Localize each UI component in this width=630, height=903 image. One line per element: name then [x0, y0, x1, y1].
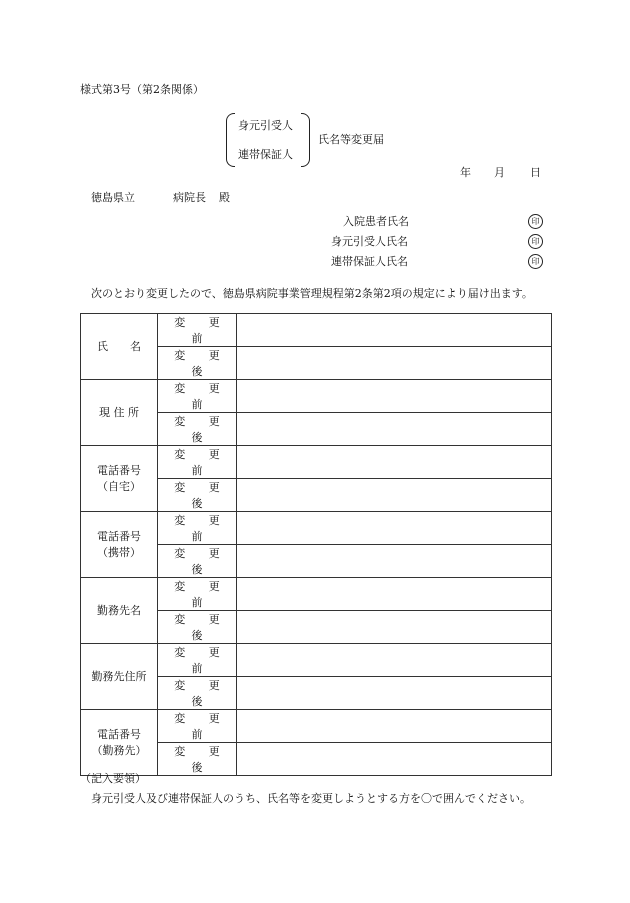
notes-body: 身元引受人及び連帯保証人のうち、氏名等を変更しようとする方を〇で囲んでください。	[91, 792, 531, 805]
addressee-prefix: 徳島県立	[91, 191, 135, 204]
joint-guarantor-name-label: 連帯保証人氏名	[331, 255, 408, 268]
table-row	[81, 512, 552, 545]
before-label: 変 更 前	[158, 446, 237, 479]
addressee-title: 病院長	[173, 191, 206, 204]
form-number: 様式第3号（第2条関係）	[80, 83, 204, 96]
item-label: 電話番号	[97, 727, 141, 741]
item-label: 電話番号	[97, 529, 141, 543]
phone-home-after-field[interactable]	[237, 479, 552, 512]
item-name	[81, 314, 158, 380]
employer-after-field[interactable]	[237, 611, 552, 644]
table-row	[81, 578, 552, 611]
name-after-field[interactable]	[237, 347, 552, 380]
item-label: 氏 名	[97, 339, 141, 353]
phone-home-before-field[interactable]	[237, 446, 552, 479]
after-label: 変 更 後	[158, 413, 237, 446]
phone-work-before-field[interactable]	[237, 710, 552, 743]
employer-address-after-field[interactable]	[237, 677, 552, 710]
before-label: 変 更 前	[158, 710, 237, 743]
item-phone-home	[81, 446, 158, 512]
item-employer	[81, 578, 158, 644]
after-label: 変 更 後	[158, 545, 237, 578]
item-phone-work	[81, 710, 158, 776]
item-label: 勤務先名	[97, 603, 141, 617]
after-label: 変 更 後	[158, 611, 237, 644]
addressee-honorific: 殿	[219, 191, 230, 204]
item-phone-mobile	[81, 512, 158, 578]
item-sublabel: （勤務先）	[91, 743, 147, 757]
statement-text: 次のとおり変更したので、徳島県病院事業管理規程第2条第2項の規定により届け出ます。	[91, 287, 533, 300]
brace-item-guarantor: 身元引受人	[238, 119, 293, 132]
seal-mark-icon: 印	[528, 214, 543, 229]
guarantor-name-label: 身元引受人氏名	[331, 235, 408, 248]
phone-work-after-field[interactable]	[237, 743, 552, 776]
left-brace	[226, 113, 235, 167]
before-label: 変 更 前	[158, 644, 237, 677]
item-sublabel: （自宅）	[97, 479, 141, 493]
right-brace	[301, 113, 310, 167]
after-label: 変 更 後	[158, 347, 237, 380]
name-before-field[interactable]	[237, 314, 552, 347]
after-label: 変 更 後	[158, 479, 237, 512]
table-row	[81, 314, 552, 347]
item-sublabel: （携帯）	[97, 545, 141, 559]
employer-address-before-field[interactable]	[237, 644, 552, 677]
table-row	[81, 380, 552, 413]
after-label: 変 更 後	[158, 743, 237, 776]
before-label: 変 更 前	[158, 380, 237, 413]
patient-name-label: 入院患者氏名	[343, 215, 409, 228]
phone-mobile-after-field[interactable]	[237, 545, 552, 578]
table-row	[81, 446, 552, 479]
item-label: 電話番号	[97, 463, 141, 477]
after-label: 変 更 後	[158, 677, 237, 710]
item-address	[81, 380, 158, 446]
item-label: 勤務先住所	[91, 669, 147, 683]
before-label: 変 更 前	[158, 314, 237, 347]
notes-heading: （記入要領）	[80, 772, 146, 785]
table-row	[81, 710, 552, 743]
seal-mark-icon: 印	[528, 234, 543, 249]
date-month: 月	[494, 166, 505, 179]
address-after-field[interactable]	[237, 413, 552, 446]
form-title: 氏名等変更届	[318, 133, 384, 146]
date-day: 日	[530, 166, 541, 179]
table-row	[81, 644, 552, 677]
employer-before-field[interactable]	[237, 578, 552, 611]
seal-mark-icon: 印	[528, 254, 543, 269]
phone-mobile-before-field[interactable]	[237, 512, 552, 545]
item-employer-address	[81, 644, 158, 710]
brace-item-joint-guarantor: 連帯保証人	[238, 148, 293, 161]
item-label: 現 住 所	[99, 405, 139, 419]
change-form-table	[80, 313, 552, 776]
before-label: 変 更 前	[158, 578, 237, 611]
date-year: 年	[460, 166, 471, 179]
before-label: 変 更 前	[158, 512, 237, 545]
address-before-field[interactable]	[237, 380, 552, 413]
